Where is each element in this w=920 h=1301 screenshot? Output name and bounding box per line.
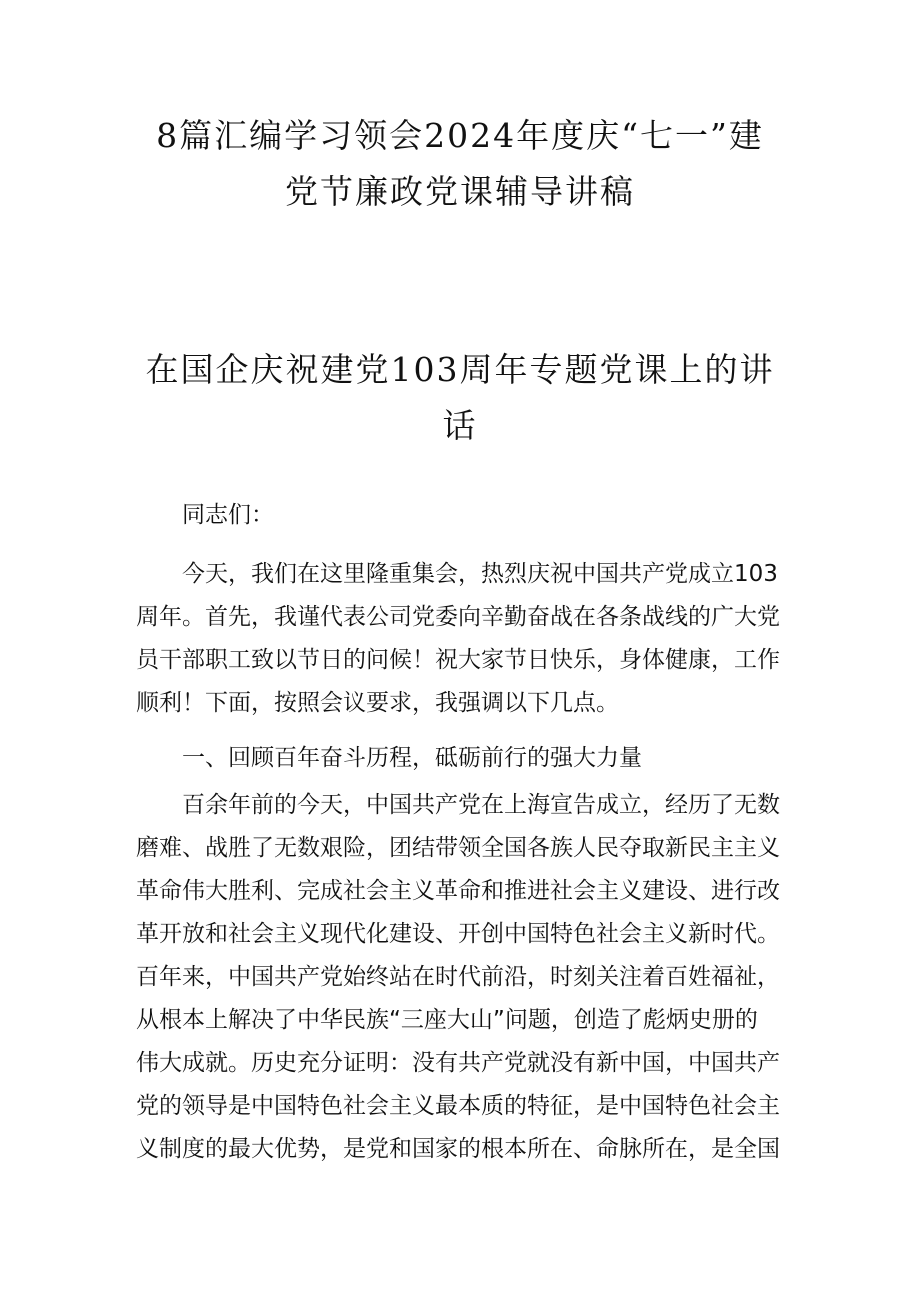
paragraph-line: 伟大成就。历史充分证明：没有共产党就没有新中国，中国共产: [136, 1050, 780, 1076]
paragraph-line: 从根本上解决了中华民族“三座大山”问题，创造了彪炳史册的: [136, 1007, 758, 1033]
document-title-line-2: 党节廉政党课辅导讲稿: [285, 172, 635, 211]
paragraph-opening: [136, 553, 786, 725]
paragraph-line: 员干部职工致以节日的问候！祝大家节日快乐，身体健康，工作: [136, 647, 780, 673]
paragraph-line: 义制度的最大优势，是党和国家的根本所在、命脉所在，是全国: [136, 1136, 780, 1162]
section-heading: 一、回顾百年奋斗历程，砥砺前行的强大力量: [182, 745, 642, 771]
speech-title-line-1: 在国企庆祝建党103周年专题党课上的讲: [145, 350, 775, 389]
paragraph-line: 磨难、战胜了无数艰险，团结带领全国各族人民夺取新民主主义: [136, 835, 780, 861]
speech-title: [120, 342, 800, 454]
paragraph-line: 党的领导是中国特色社会主义最本质的特征，是中国特色社会主: [136, 1093, 780, 1119]
paragraph-line: 百年来，中国共产党始终站在时代前沿，时刻关注着百姓福祉，: [136, 964, 780, 990]
paragraph-line: 革命伟大胜利、完成社会主义革命和推进社会主义建设、进行改: [136, 878, 780, 904]
paragraph-history: [136, 784, 786, 1171]
speech-title-line-2: 话: [442, 406, 478, 445]
document-title: [120, 108, 800, 220]
paragraph-line: 今天，我们在这里隆重集会，热烈庆祝中国共产党成立103: [182, 561, 778, 587]
document-body: [136, 494, 786, 1171]
paragraph-line: 百余年前的今天，中国共产党在上海宣告成立，经历了无数: [182, 792, 780, 818]
paragraph-line: 周年。首先，我谨代表公司党委向辛勤奋战在各条战线的广大党: [136, 604, 780, 630]
paragraph-line: 顺利！下面，按照会议要求，我强调以下几点。: [136, 690, 619, 716]
salutation: 同志们：: [182, 502, 274, 528]
document-title-line-1: 8篇汇编学习领会2024年度庆“七一”建: [156, 116, 764, 155]
paragraph-line: 革开放和社会主义现代化建设、开创中国特色社会主义新时代。: [136, 921, 780, 947]
